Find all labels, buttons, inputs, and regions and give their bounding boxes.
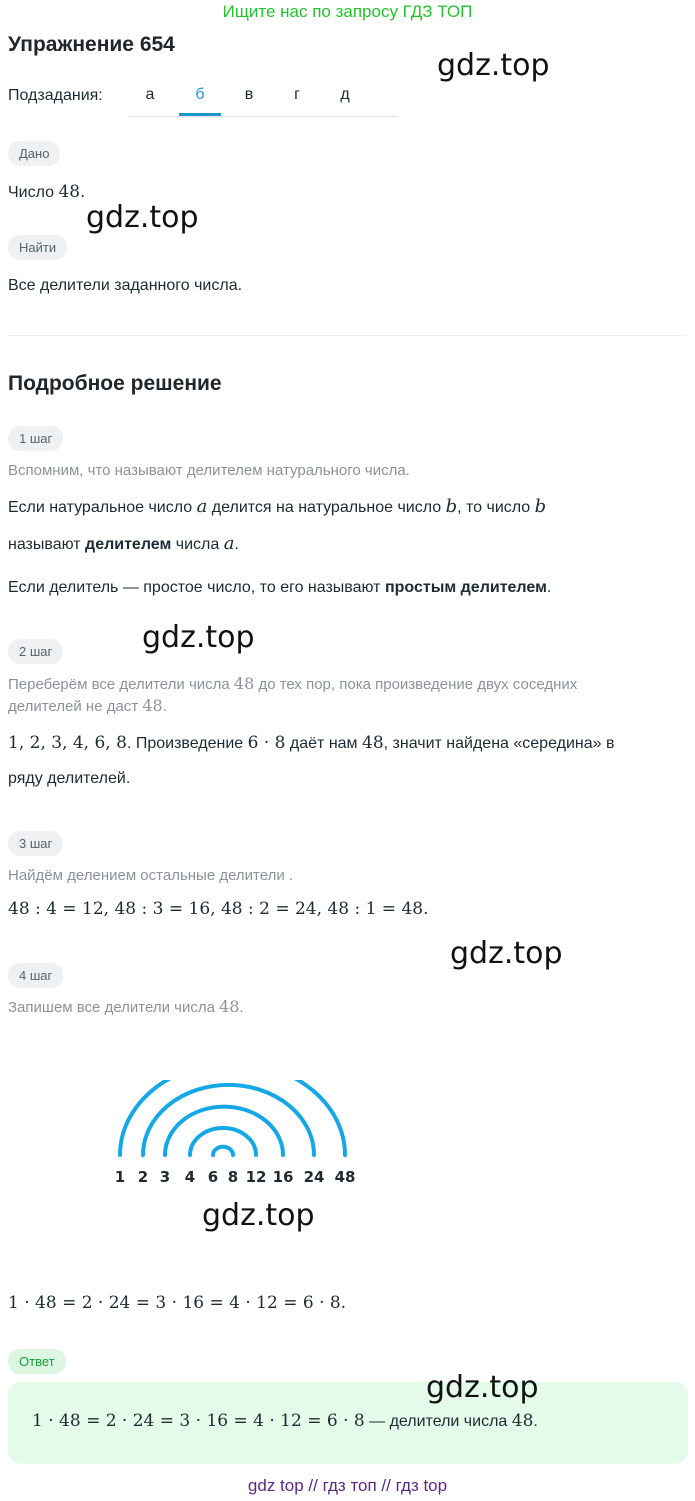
step-2-line-2: ряду делителей. bbox=[8, 770, 131, 787]
step-4-math: 1 · 48 = 2 · 24 = 3 · 16 = 4 · 12 = 6 · 8. bbox=[8, 1293, 347, 1313]
arc-number-label: 8 bbox=[227, 1168, 239, 1186]
arc-number-label: 24 bbox=[303, 1168, 325, 1186]
tab-b[interactable]: б bbox=[195, 86, 205, 103]
arc-number-label: 1 bbox=[114, 1168, 126, 1186]
arc-number-label: 6 bbox=[207, 1168, 219, 1186]
arc-number-label: 2 bbox=[137, 1168, 149, 1186]
tab-g[interactable]: г bbox=[294, 86, 300, 103]
watermark: gdz.top bbox=[86, 200, 199, 235]
footer-links: gdz top // гдз топ // гдз top bbox=[247, 1476, 448, 1495]
watermark: gdz.top bbox=[142, 620, 255, 655]
arc-group bbox=[120, 1080, 345, 1155]
step-2-line-1: 1, 2, 3, 4, 6, 8. Произведение 6 · 8 даёт нам 48, значит найдена «середина» в bbox=[8, 733, 615, 753]
step-1-line-3: Если делитель — простое число, то его называют простым делителем. bbox=[8, 579, 552, 596]
active-tab-indicator bbox=[179, 113, 221, 116]
step-1-line-1: Если натуральное число a делится на натуральное число b, то число b bbox=[8, 496, 547, 517]
tab-d[interactable]: д bbox=[340, 86, 350, 103]
tab-a[interactable]: а bbox=[145, 86, 155, 103]
step-3-math: 48 : 4 = 12, 48 : 3 = 16, 48 : 2 = 24, 48 : 1 = 48. bbox=[8, 899, 429, 919]
given-badge: Дано bbox=[8, 141, 60, 166]
solution-title: Подробное решение bbox=[8, 372, 222, 395]
watermark: gdz.top bbox=[426, 1370, 539, 1405]
arc-number-labels bbox=[115, 1168, 356, 1186]
section-divider bbox=[8, 335, 687, 336]
subtask-tabs bbox=[128, 78, 398, 117]
watermark: gdz.top bbox=[450, 936, 563, 971]
step-1-line-2: называют делителем числа a. bbox=[8, 533, 239, 554]
watermark: gdz.top bbox=[437, 48, 550, 83]
divisor-arc-diagram bbox=[100, 1080, 370, 1190]
step-2-hint-1: Переберём все делители числа 48 до тех пор, пока произведение двух соседних bbox=[8, 674, 578, 693]
arc-number-label: 4 bbox=[184, 1168, 196, 1186]
step-4-badge: 4 шаг bbox=[8, 963, 63, 988]
search-banner: Ищите нас по запросу ГДЗ ТОП bbox=[222, 2, 473, 21]
step-1-badge: 1 шаг bbox=[8, 426, 63, 451]
answer-badge: Ответ bbox=[8, 1349, 66, 1374]
arc-number-label: 48 bbox=[334, 1168, 356, 1186]
answer-text: 1 · 48 = 2 · 24 = 3 · 16 = 4 · 12 = 6 · 8 — делители числа 48. bbox=[32, 1411, 538, 1431]
step-4-hint: Запишем все делители числа 48. bbox=[8, 997, 244, 1016]
find-text: Все делители заданного числа. bbox=[8, 277, 243, 294]
tab-v[interactable]: в bbox=[244, 86, 254, 103]
step-3-badge: 3 шаг bbox=[8, 831, 63, 856]
page-title: Упражнение 654 bbox=[8, 33, 175, 56]
step-1-hint: Вспомним, что называют делителем натурального числа. bbox=[8, 462, 410, 479]
step-2-badge: 2 шаг bbox=[8, 639, 63, 664]
step-3-hint: Найдём делением остальные делители . bbox=[8, 867, 294, 884]
divisor-pair-arc bbox=[213, 1147, 233, 1155]
divisor-pair-arc bbox=[143, 1085, 314, 1155]
find-badge: Найти bbox=[8, 235, 67, 260]
arc-number-label: 16 bbox=[272, 1168, 294, 1186]
subtasks-label: Подзадания: bbox=[8, 87, 103, 104]
watermark: gdz.top bbox=[202, 1198, 315, 1233]
step-2-hint-2: делителей не даст 48. bbox=[8, 696, 167, 715]
arc-number-label: 12 bbox=[245, 1168, 267, 1186]
arc-number-label: 3 bbox=[159, 1168, 171, 1186]
divisor-pair-arc bbox=[190, 1128, 256, 1155]
given-text: Число 48. bbox=[8, 182, 86, 202]
